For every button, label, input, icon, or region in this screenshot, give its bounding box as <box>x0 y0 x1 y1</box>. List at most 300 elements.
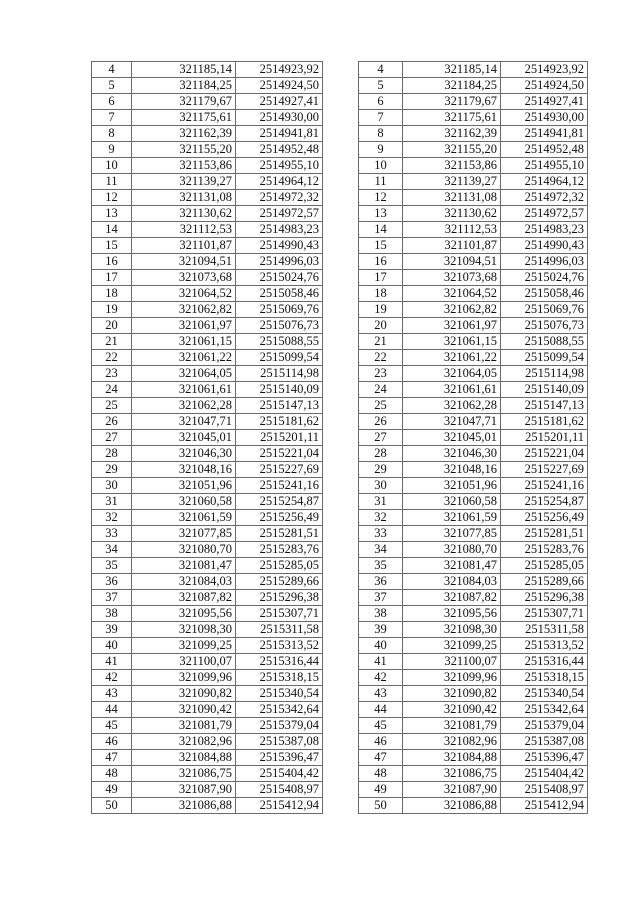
point-number-cell: 19 <box>359 302 403 318</box>
x-coordinate-cell: 321155,20 <box>132 142 236 158</box>
point-number-cell: 32 <box>92 510 132 526</box>
table-row <box>92 286 323 302</box>
point-number-cell: 38 <box>359 606 403 622</box>
table-row <box>92 126 323 142</box>
x-coordinate-cell: 321048,16 <box>132 462 236 478</box>
y-coordinate-cell: 2514983,23 <box>501 222 588 238</box>
table-row <box>359 526 588 542</box>
y-coordinate-cell: 2514924,50 <box>501 78 588 94</box>
table-row <box>92 382 323 398</box>
y-coordinate-cell: 2515296,38 <box>236 590 323 606</box>
y-coordinate-cell: 2515307,71 <box>501 606 588 622</box>
table-row <box>92 462 323 478</box>
point-number-cell: 50 <box>359 798 403 814</box>
x-coordinate-cell: 321061,61 <box>132 382 236 398</box>
point-number-cell: 32 <box>359 510 403 526</box>
table-row <box>92 94 323 110</box>
table-row <box>359 142 588 158</box>
x-coordinate-cell: 321086,75 <box>403 766 501 782</box>
table-row <box>92 142 323 158</box>
y-coordinate-cell: 2515289,66 <box>501 574 588 590</box>
point-number-cell: 37 <box>359 590 403 606</box>
y-coordinate-cell: 2515387,08 <box>501 734 588 750</box>
point-number-cell: 7 <box>359 110 403 126</box>
table-row <box>359 190 588 206</box>
point-number-cell: 17 <box>359 270 403 286</box>
table-row <box>92 606 323 622</box>
point-number-cell: 10 <box>92 158 132 174</box>
y-coordinate-cell: 2514952,48 <box>236 142 323 158</box>
point-number-cell: 12 <box>92 190 132 206</box>
x-coordinate-cell: 321062,82 <box>403 302 501 318</box>
table-row <box>359 670 588 686</box>
point-number-cell: 8 <box>92 126 132 142</box>
point-number-cell: 29 <box>359 462 403 478</box>
y-coordinate-cell: 2514930,00 <box>501 110 588 126</box>
y-coordinate-cell: 2514983,23 <box>236 222 323 238</box>
x-coordinate-cell: 321047,71 <box>132 414 236 430</box>
x-coordinate-cell: 321155,20 <box>403 142 501 158</box>
x-coordinate-cell: 321062,28 <box>132 398 236 414</box>
table-row <box>92 446 323 462</box>
x-coordinate-cell: 321051,96 <box>403 478 501 494</box>
table-row <box>92 526 323 542</box>
x-coordinate-cell: 321131,08 <box>132 190 236 206</box>
x-coordinate-cell: 321095,56 <box>403 606 501 622</box>
y-coordinate-cell: 2514972,32 <box>501 190 588 206</box>
x-coordinate-cell: 321080,70 <box>403 542 501 558</box>
x-coordinate-cell: 321099,96 <box>403 670 501 686</box>
table-row <box>92 62 323 78</box>
x-coordinate-cell: 321060,58 <box>403 494 501 510</box>
y-coordinate-cell: 2515342,64 <box>501 702 588 718</box>
x-coordinate-cell: 321081,79 <box>132 718 236 734</box>
point-number-cell: 38 <box>92 606 132 622</box>
x-coordinate-cell: 321098,30 <box>403 622 501 638</box>
table-row <box>92 158 323 174</box>
x-coordinate-cell: 321064,52 <box>132 286 236 302</box>
point-number-cell: 40 <box>359 638 403 654</box>
table-row <box>359 638 588 654</box>
point-number-cell: 41 <box>92 654 132 670</box>
point-number-cell: 49 <box>359 782 403 798</box>
x-coordinate-cell: 321162,39 <box>403 126 501 142</box>
point-number-cell: 20 <box>92 318 132 334</box>
point-number-cell: 19 <box>92 302 132 318</box>
table-row <box>359 158 588 174</box>
x-coordinate-cell: 321046,30 <box>132 446 236 462</box>
x-coordinate-cell: 321060,58 <box>132 494 236 510</box>
table-row <box>359 206 588 222</box>
point-number-cell: 24 <box>92 382 132 398</box>
x-coordinate-cell: 321087,82 <box>132 590 236 606</box>
table-row <box>359 462 588 478</box>
y-coordinate-cell: 2515311,58 <box>236 622 323 638</box>
y-coordinate-cell: 2515256,49 <box>501 510 588 526</box>
point-number-cell: 15 <box>359 238 403 254</box>
point-number-cell: 44 <box>92 702 132 718</box>
y-coordinate-cell: 2515296,38 <box>501 590 588 606</box>
y-coordinate-cell: 2514941,81 <box>501 126 588 142</box>
y-coordinate-cell: 2515307,71 <box>236 606 323 622</box>
x-coordinate-cell: 321184,25 <box>403 78 501 94</box>
y-coordinate-cell: 2515181,62 <box>501 414 588 430</box>
y-coordinate-cell: 2515340,54 <box>236 686 323 702</box>
y-coordinate-cell: 2514930,00 <box>236 110 323 126</box>
table-row <box>92 638 323 654</box>
table-row <box>92 302 323 318</box>
table-row <box>92 318 323 334</box>
table-row <box>359 702 588 718</box>
x-coordinate-cell: 321077,85 <box>132 526 236 542</box>
y-coordinate-cell: 2515147,13 <box>236 398 323 414</box>
x-coordinate-cell: 321101,87 <box>132 238 236 254</box>
y-coordinate-cell: 2515069,76 <box>236 302 323 318</box>
y-coordinate-cell: 2514990,43 <box>236 238 323 254</box>
x-coordinate-cell: 321084,03 <box>132 574 236 590</box>
x-coordinate-cell: 321061,59 <box>132 510 236 526</box>
table-row <box>359 222 588 238</box>
y-coordinate-cell: 2515404,42 <box>236 766 323 782</box>
point-number-cell: 29 <box>92 462 132 478</box>
point-number-cell: 9 <box>92 142 132 158</box>
table-row <box>92 334 323 350</box>
point-number-cell: 44 <box>359 702 403 718</box>
y-coordinate-cell: 2515379,04 <box>236 718 323 734</box>
y-coordinate-cell: 2515313,52 <box>236 638 323 654</box>
y-coordinate-cell: 2515387,08 <box>236 734 323 750</box>
x-coordinate-cell: 321061,61 <box>403 382 501 398</box>
x-coordinate-cell: 321099,25 <box>403 638 501 654</box>
point-number-cell: 48 <box>359 766 403 782</box>
table-row <box>92 686 323 702</box>
table-row <box>92 254 323 270</box>
x-coordinate-cell: 321094,51 <box>132 254 236 270</box>
x-coordinate-cell: 321046,30 <box>403 446 501 462</box>
table-row <box>92 702 323 718</box>
y-coordinate-cell: 2515069,76 <box>501 302 588 318</box>
table-row <box>359 734 588 750</box>
y-coordinate-cell: 2515227,69 <box>501 462 588 478</box>
coordinates-table-right-body <box>359 62 588 814</box>
y-coordinate-cell: 2515408,97 <box>501 782 588 798</box>
y-coordinate-cell: 2514964,12 <box>501 174 588 190</box>
table-row <box>359 654 588 670</box>
table-row <box>359 718 588 734</box>
x-coordinate-cell: 321090,42 <box>132 702 236 718</box>
x-coordinate-cell: 321061,15 <box>132 334 236 350</box>
table-row <box>92 222 323 238</box>
x-coordinate-cell: 321077,85 <box>403 526 501 542</box>
table-row <box>359 510 588 526</box>
table-row <box>359 478 588 494</box>
x-coordinate-cell: 321130,62 <box>403 206 501 222</box>
x-coordinate-cell: 321130,62 <box>132 206 236 222</box>
y-coordinate-cell: 2515076,73 <box>501 318 588 334</box>
point-number-cell: 13 <box>92 206 132 222</box>
table-row <box>92 590 323 606</box>
y-coordinate-cell: 2515024,76 <box>236 270 323 286</box>
table-row <box>359 782 588 798</box>
y-coordinate-cell: 2515140,09 <box>501 382 588 398</box>
x-coordinate-cell: 321081,47 <box>132 558 236 574</box>
point-number-cell: 13 <box>359 206 403 222</box>
table-row <box>92 574 323 590</box>
table-row <box>92 350 323 366</box>
point-number-cell: 18 <box>92 286 132 302</box>
x-coordinate-cell: 321051,96 <box>132 478 236 494</box>
y-coordinate-cell: 2515254,87 <box>236 494 323 510</box>
table-row <box>92 734 323 750</box>
table-row <box>92 78 323 94</box>
y-coordinate-cell: 2515221,04 <box>236 446 323 462</box>
table-row <box>359 334 588 350</box>
point-number-cell: 33 <box>359 526 403 542</box>
point-number-cell: 45 <box>359 718 403 734</box>
x-coordinate-cell: 321112,53 <box>132 222 236 238</box>
point-number-cell: 36 <box>92 574 132 590</box>
y-coordinate-cell: 2514972,57 <box>501 206 588 222</box>
table-row <box>92 206 323 222</box>
y-coordinate-cell: 2515099,54 <box>501 350 588 366</box>
x-coordinate-cell: 321073,68 <box>132 270 236 286</box>
point-number-cell: 21 <box>359 334 403 350</box>
x-coordinate-cell: 321047,71 <box>403 414 501 430</box>
x-coordinate-cell: 321094,51 <box>403 254 501 270</box>
y-coordinate-cell: 2514941,81 <box>236 126 323 142</box>
point-number-cell: 5 <box>92 78 132 94</box>
table-row <box>359 382 588 398</box>
point-number-cell: 16 <box>92 254 132 270</box>
y-coordinate-cell: 2515076,73 <box>236 318 323 334</box>
table-row <box>359 798 588 814</box>
y-coordinate-cell: 2515283,76 <box>236 542 323 558</box>
table-row <box>359 366 588 382</box>
point-number-cell: 43 <box>92 686 132 702</box>
y-coordinate-cell: 2515412,94 <box>501 798 588 814</box>
table-row <box>92 622 323 638</box>
table-row <box>359 350 588 366</box>
x-coordinate-cell: 321082,96 <box>403 734 501 750</box>
y-coordinate-cell: 2514990,43 <box>501 238 588 254</box>
y-coordinate-cell: 2515283,76 <box>501 542 588 558</box>
point-number-cell: 23 <box>92 366 132 382</box>
point-number-cell: 23 <box>359 366 403 382</box>
point-number-cell: 41 <box>359 654 403 670</box>
table-row <box>359 398 588 414</box>
table-row <box>92 542 323 558</box>
point-number-cell: 27 <box>92 430 132 446</box>
point-number-cell: 16 <box>359 254 403 270</box>
x-coordinate-cell: 321112,53 <box>403 222 501 238</box>
point-number-cell: 22 <box>92 350 132 366</box>
table-row <box>359 750 588 766</box>
x-coordinate-cell: 321061,22 <box>132 350 236 366</box>
y-coordinate-cell: 2515313,52 <box>501 638 588 654</box>
y-coordinate-cell: 2515088,55 <box>236 334 323 350</box>
point-number-cell: 21 <box>92 334 132 350</box>
point-number-cell: 14 <box>359 222 403 238</box>
table-row <box>92 110 323 126</box>
x-coordinate-cell: 321086,88 <box>403 798 501 814</box>
y-coordinate-cell: 2515396,47 <box>501 750 588 766</box>
point-number-cell: 7 <box>92 110 132 126</box>
y-coordinate-cell: 2514952,48 <box>501 142 588 158</box>
table-row <box>92 766 323 782</box>
y-coordinate-cell: 2514964,12 <box>236 174 323 190</box>
point-number-cell: 28 <box>92 446 132 462</box>
point-number-cell: 6 <box>359 94 403 110</box>
y-coordinate-cell: 2514923,92 <box>236 62 323 78</box>
point-number-cell: 30 <box>359 478 403 494</box>
x-coordinate-cell: 321082,96 <box>132 734 236 750</box>
y-coordinate-cell: 2514927,41 <box>501 94 588 110</box>
x-coordinate-cell: 321084,88 <box>403 750 501 766</box>
x-coordinate-cell: 321175,61 <box>132 110 236 126</box>
y-coordinate-cell: 2515181,62 <box>236 414 323 430</box>
table-row <box>92 414 323 430</box>
y-coordinate-cell: 2515201,11 <box>501 430 588 446</box>
x-coordinate-cell: 321100,07 <box>403 654 501 670</box>
y-coordinate-cell: 2515088,55 <box>501 334 588 350</box>
x-coordinate-cell: 321087,90 <box>403 782 501 798</box>
y-coordinate-cell: 2515342,64 <box>236 702 323 718</box>
point-number-cell: 30 <box>92 478 132 494</box>
y-coordinate-cell: 2515241,16 <box>501 478 588 494</box>
x-coordinate-cell: 321179,67 <box>132 94 236 110</box>
x-coordinate-cell: 321099,96 <box>132 670 236 686</box>
table-row <box>92 750 323 766</box>
table-row <box>92 190 323 206</box>
y-coordinate-cell: 2514972,57 <box>236 206 323 222</box>
y-coordinate-cell: 2515058,46 <box>236 286 323 302</box>
table-row <box>359 686 588 702</box>
table-row <box>359 430 588 446</box>
x-coordinate-cell: 321131,08 <box>403 190 501 206</box>
table-row <box>92 654 323 670</box>
x-coordinate-cell: 321061,15 <box>403 334 501 350</box>
x-coordinate-cell: 321062,28 <box>403 398 501 414</box>
point-number-cell: 45 <box>92 718 132 734</box>
x-coordinate-cell: 321064,52 <box>403 286 501 302</box>
coordinates-table-right <box>358 61 588 814</box>
table-row <box>359 590 588 606</box>
table-row <box>92 558 323 574</box>
table-row <box>359 622 588 638</box>
y-coordinate-cell: 2515281,51 <box>236 526 323 542</box>
point-number-cell: 5 <box>359 78 403 94</box>
point-number-cell: 26 <box>92 414 132 430</box>
y-coordinate-cell: 2515396,47 <box>236 750 323 766</box>
y-coordinate-cell: 2515147,13 <box>501 398 588 414</box>
table-row <box>359 606 588 622</box>
point-number-cell: 4 <box>92 62 132 78</box>
y-coordinate-cell: 2515408,97 <box>236 782 323 798</box>
point-number-cell: 26 <box>359 414 403 430</box>
point-number-cell: 10 <box>359 158 403 174</box>
y-coordinate-cell: 2515241,16 <box>236 478 323 494</box>
x-coordinate-cell: 321185,14 <box>403 62 501 78</box>
table-row <box>359 238 588 254</box>
table-row <box>359 126 588 142</box>
x-coordinate-cell: 321153,86 <box>403 158 501 174</box>
point-number-cell: 24 <box>359 382 403 398</box>
y-coordinate-cell: 2515058,46 <box>501 286 588 302</box>
point-number-cell: 6 <box>92 94 132 110</box>
y-coordinate-cell: 2515289,66 <box>236 574 323 590</box>
point-number-cell: 47 <box>92 750 132 766</box>
point-number-cell: 42 <box>359 670 403 686</box>
point-number-cell: 20 <box>359 318 403 334</box>
point-number-cell: 9 <box>359 142 403 158</box>
point-number-cell: 34 <box>359 542 403 558</box>
x-coordinate-cell: 321064,05 <box>403 366 501 382</box>
x-coordinate-cell: 321048,16 <box>403 462 501 478</box>
table-row <box>92 670 323 686</box>
table-row <box>92 494 323 510</box>
x-coordinate-cell: 321098,30 <box>132 622 236 638</box>
y-coordinate-cell: 2515024,76 <box>501 270 588 286</box>
table-row <box>92 782 323 798</box>
table-row <box>92 798 323 814</box>
x-coordinate-cell: 321099,25 <box>132 638 236 654</box>
x-coordinate-cell: 321184,25 <box>132 78 236 94</box>
table-row <box>92 510 323 526</box>
point-number-cell: 35 <box>92 558 132 574</box>
y-coordinate-cell: 2514955,10 <box>501 158 588 174</box>
x-coordinate-cell: 321045,01 <box>403 430 501 446</box>
point-number-cell: 8 <box>359 126 403 142</box>
x-coordinate-cell: 321061,97 <box>132 318 236 334</box>
table-row <box>92 430 323 446</box>
point-number-cell: 27 <box>359 430 403 446</box>
point-number-cell: 43 <box>359 686 403 702</box>
table-row <box>359 446 588 462</box>
point-number-cell: 4 <box>359 62 403 78</box>
y-coordinate-cell: 2514924,50 <box>236 78 323 94</box>
y-coordinate-cell: 2515281,51 <box>501 526 588 542</box>
y-coordinate-cell: 2515412,94 <box>236 798 323 814</box>
point-number-cell: 25 <box>92 398 132 414</box>
x-coordinate-cell: 321179,67 <box>403 94 501 110</box>
y-coordinate-cell: 2515114,98 <box>236 366 323 382</box>
table-row <box>359 174 588 190</box>
y-coordinate-cell: 2515227,69 <box>236 462 323 478</box>
x-coordinate-cell: 321090,82 <box>132 686 236 702</box>
point-number-cell: 48 <box>92 766 132 782</box>
table-row <box>359 558 588 574</box>
point-number-cell: 11 <box>359 174 403 190</box>
y-coordinate-cell: 2515114,98 <box>501 366 588 382</box>
point-number-cell: 40 <box>92 638 132 654</box>
x-coordinate-cell: 321175,61 <box>403 110 501 126</box>
x-coordinate-cell: 321100,07 <box>132 654 236 670</box>
point-number-cell: 46 <box>359 734 403 750</box>
table-row <box>92 366 323 382</box>
table-row <box>359 414 588 430</box>
table-row <box>359 94 588 110</box>
x-coordinate-cell: 321139,27 <box>132 174 236 190</box>
point-number-cell: 12 <box>359 190 403 206</box>
table-row <box>359 766 588 782</box>
y-coordinate-cell: 2515285,05 <box>501 558 588 574</box>
table-row <box>359 574 588 590</box>
table-row <box>359 270 588 286</box>
table-row <box>359 254 588 270</box>
x-coordinate-cell: 321084,88 <box>132 750 236 766</box>
x-coordinate-cell: 321080,70 <box>132 542 236 558</box>
y-coordinate-cell: 2514972,32 <box>236 190 323 206</box>
